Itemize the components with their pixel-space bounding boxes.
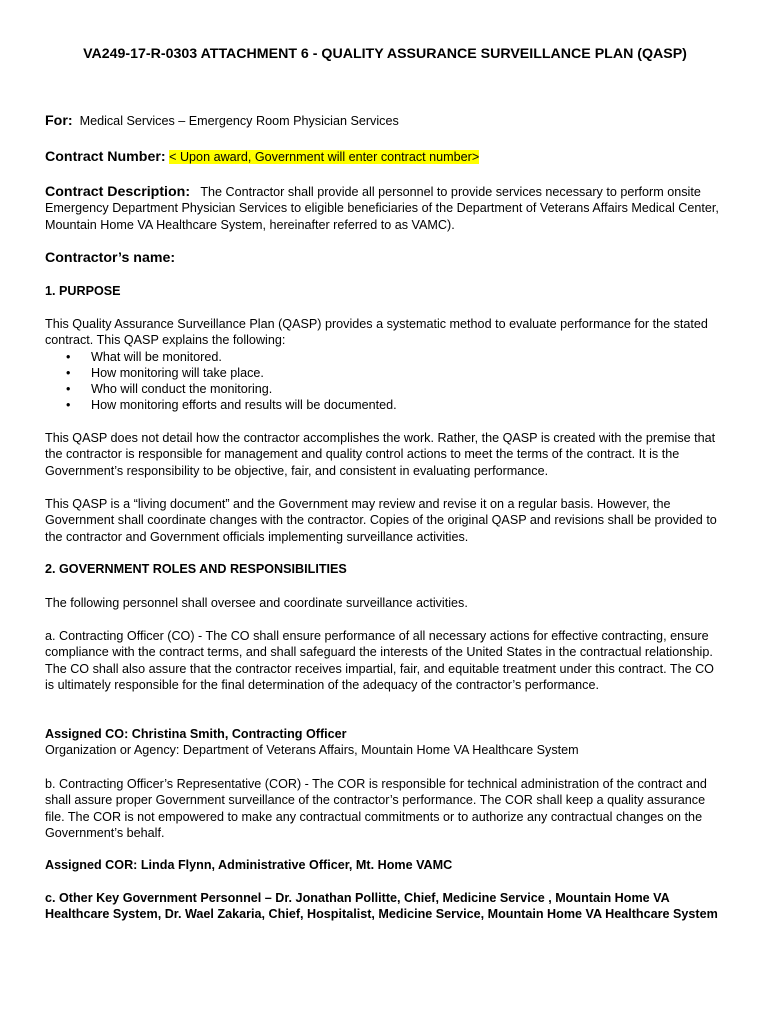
section1-intro-block bbox=[45, 316, 725, 414]
list-item: • How monitoring will take place. bbox=[66, 365, 264, 380]
contract-description-value: The Contractor shall provide all personnel to provide services necessary to perform onsite Emergency Department Physician Services to eligible beneficiaries of the Department of Veterans Affairs Medical Center, Mountain Home VA Healthcare System, hereinafter referred to as VAMC). bbox=[45, 185, 719, 232]
bullet-icon: • bbox=[66, 349, 71, 364]
contract-description-label: Contract Description: bbox=[45, 184, 191, 200]
section2-heading: 2. GOVERNMENT ROLES AND RESPONSIBILITIES bbox=[45, 562, 347, 576]
bullet-icon: • bbox=[66, 365, 71, 380]
list-item: • Who will conduct the monitoring. bbox=[66, 382, 273, 397]
contractor-name-label: Contractor’s name: bbox=[45, 250, 176, 266]
for-line: For: Medical Services – Emergency Room Physician Services bbox=[45, 113, 399, 129]
contract-number-line bbox=[45, 149, 725, 165]
list-item: • What will be monitored. bbox=[66, 349, 222, 364]
contract-description bbox=[45, 184, 725, 233]
for-value: Medical Services – Emergency Room Physician Services bbox=[79, 114, 399, 128]
co-organization: Organization or Agency: Department of Veterans Affairs, Mountain Home VA Healthcare System bbox=[45, 743, 579, 757]
section1-heading: 1. PURPOSE bbox=[45, 284, 121, 298]
section2-intro: The following personnel shall oversee and coordinate surveillance activities. bbox=[45, 596, 468, 610]
list-item: • How monitoring efforts and results will be documented. bbox=[66, 398, 397, 413]
bullet-icon: • bbox=[66, 382, 71, 397]
contract-number-label: Contract Number: bbox=[45, 149, 166, 165]
assigned-co: Assigned CO: Christina Smith, Contracting Officer bbox=[45, 727, 347, 741]
cor-paragraph: b. Contracting Officer’s Representative (COR) - The COR is responsible for technical administration of the contract and shall assure proper Government surveillance of the contractor’s performance. The COR shall keep a quality assurance file. The COR is not empowered to make any contractual commitments or to authorize any contractual changes on the Government’s behalf. bbox=[45, 777, 707, 840]
purpose-bullet-list bbox=[45, 349, 725, 414]
bullet-icon: • bbox=[66, 398, 71, 413]
other-key-personnel: c. Other Key Government Personnel – Dr. Jonathan Pollitte, Chief, Medicine Service , Mountain Home VA Healthcare System, Dr. Wael Zakaria, Chief, Hospitalist, Medicine Service, Mountain Home VA Healthcare System bbox=[45, 891, 718, 922]
assigned-cor: Assigned COR: Linda Flynn, Administrative Officer, Mt. Home VAMC bbox=[45, 858, 453, 872]
section1-para3: This QASP is a “living document” and the Government may review and revise it on a regular basis. However, the Government shall coordinate changes with the contractor. Copies of the original QASP and revisions shall be provided to the contractor and Government officials implementing surveillance activities. bbox=[45, 497, 717, 544]
contractor-name-line bbox=[45, 250, 725, 266]
for-label: For bbox=[45, 113, 68, 129]
contract-number-value: < Upon award, Government will enter contract number> bbox=[169, 150, 480, 164]
section1-intro: This Quality Assurance Surveillance Plan (QASP) provides a systematic method to evaluate performance for the stated contract. This QASP explains the following: bbox=[45, 317, 708, 348]
co-paragraph: a. Contracting Officer (CO) - The CO shall ensure performance of all necessary actions for effective contracting, ensure compliance with the contract terms, and shall safeguard the interests of the United States in the contractual relationship. The CO shall also assure that the contractor receives impartial, fair, and equitable treatment under this contract. The CO is ultimately responsible for the final determination of the adequacy of the contractor’s performance. bbox=[45, 629, 714, 692]
document-title: VA249-17-R-0303 ATTACHMENT 6 - QUALITY ASSURANCE SURVEILLANCE PLAN (QASP) bbox=[83, 46, 687, 62]
section1-para2: This QASP does not detail how the contractor accomplishes the work. Rather, the QASP is created with the premise that the contractor is responsible for management and quality control actions to meet the terms of the contract. It is the Government’s responsibility to be objective, fair, and consistent in evaluating performance. bbox=[45, 431, 716, 478]
